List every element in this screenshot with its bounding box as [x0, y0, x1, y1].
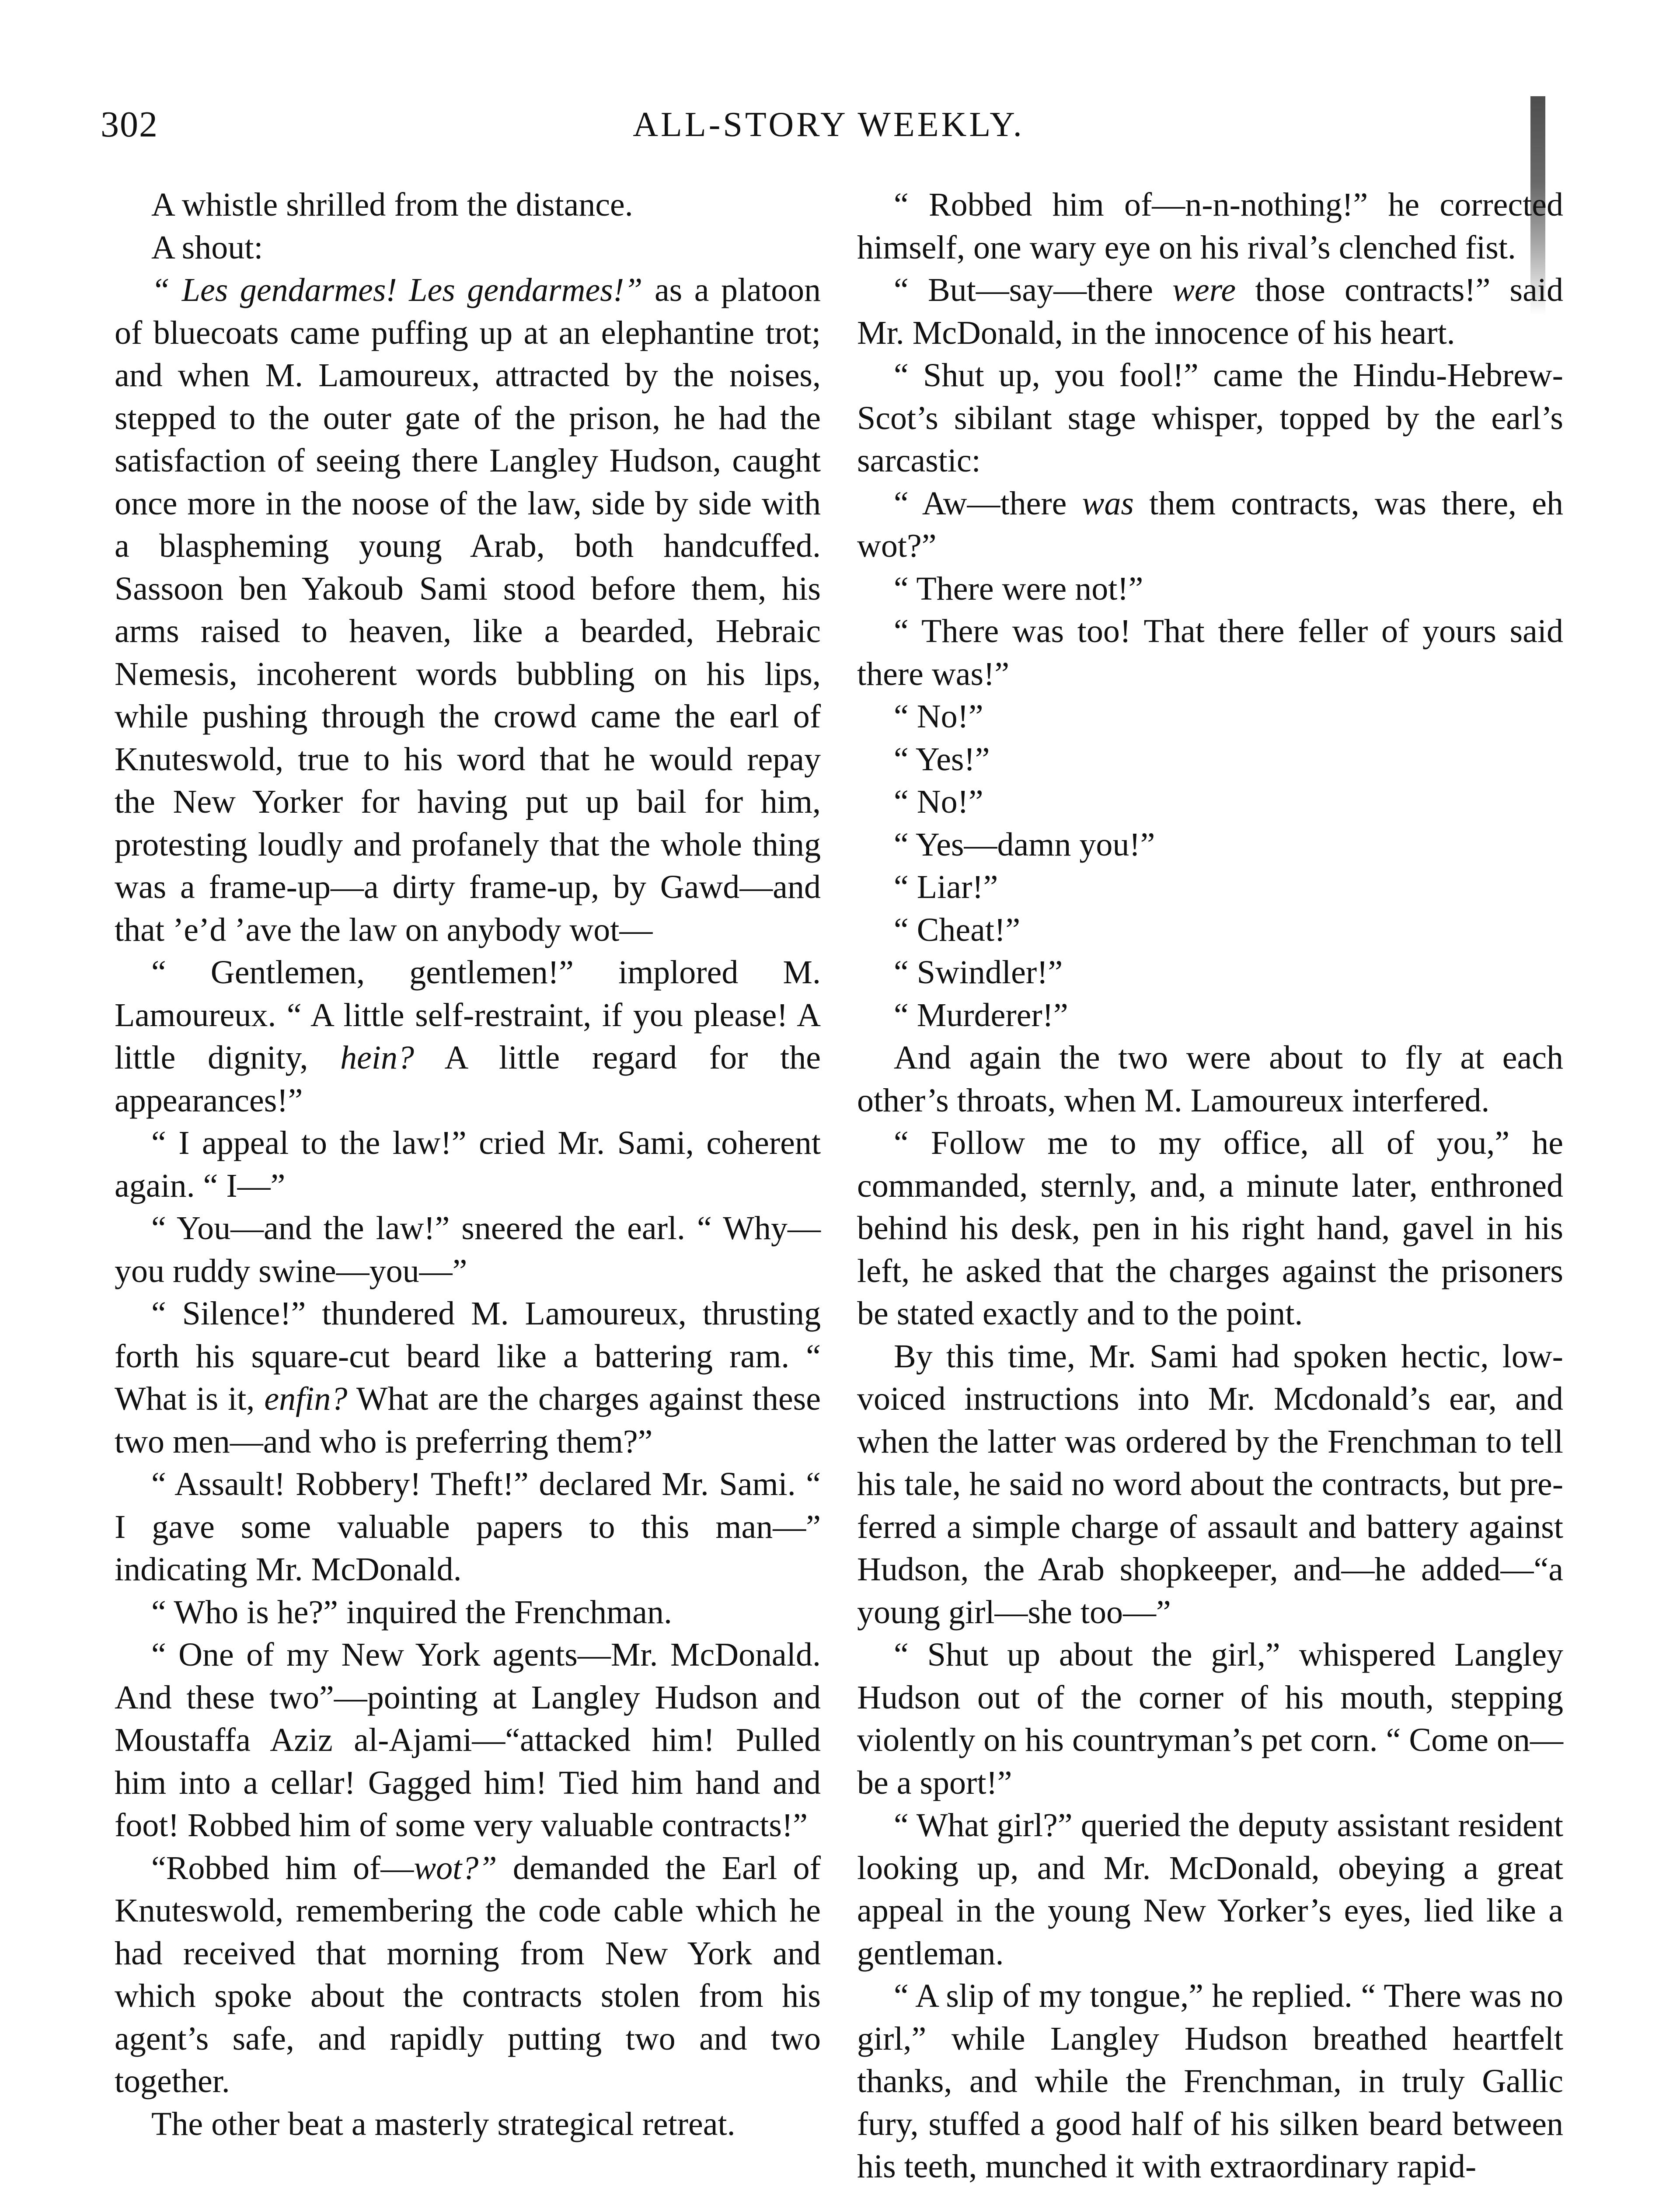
paragraph: “ No!”	[894, 698, 983, 735]
running-head: ALL-STORY WEEKLY.	[633, 105, 1025, 144]
paragraph	[857, 482, 1563, 568]
italic-text: was	[1082, 485, 1134, 522]
paragraph	[115, 1847, 821, 2103]
paragraph	[115, 1293, 821, 1463]
paragraph: “ Liar!”	[894, 869, 998, 905]
text-run: What are the charges against these two men—and who is preferring them?”	[115, 1380, 821, 1460]
paragraph: “ Shut up about the girl,” whispered Langley Hudson out of the corner of his mouth, stepping violently on his countryman’s pet corn. “ Come on—be a sport!”	[857, 1636, 1563, 1801]
text-run: as a platoon of bluecoats came puffing up at an elephantine trot; and when M. Lamoureux, attracted by the noises, stepped to the outer gate of the prison, he had the satisfaction of seeing there Langley Hudson, caught once more in the noose of the law, side by side with a blaspheming young Arab, both handcuffed. Sassoon ben Yakoub Sami stood before them, his arms raised to heaven, like a bearded, Hebraic Nemesis, incoherent words bubbling on his lips, while pushing through the crowd came the earl of Knuteswold, true to his word that he would repay the New Yorker for having put up bail for him, protesting loudly and profanely that the whole thing was a frame-up—a dirty frame-up, by Gawd—and that ’e’d ’ave the law on anybody wot—	[115, 272, 821, 948]
paragraph: “ What girl?” queried the deputy assistant resident looking up, and Mr. McDonald, obeying a great appeal in the young New Yorker’s eyes, lied like a gentleman.	[857, 1807, 1563, 1972]
text-run: “ Aw—there	[894, 485, 1082, 522]
italic-text: enfin?	[264, 1380, 348, 1417]
paragraph: “ Assault! Robbery! Theft!” declared Mr. Sami. “ I gave some valuable papers to this man—” indicating Mr. McDonald.	[115, 1466, 821, 1588]
paragraph: A shout:	[151, 229, 263, 266]
italic-text: were	[1172, 272, 1236, 308]
paragraph: “ A slip of my tongue,” he replied. “ There was no girl,” while Langley Hudson breathed heartfelt thanks, and while the Frenchman, in truly Gallic fury, stuffed a good half of his silken beard between his teeth, munched it with extraordinary rapid-	[857, 1977, 1563, 2185]
paragraph: “ Follow me to my office, all of you,” he commanded, sternly, and, a minute later, enthroned behind his desk, pen in his right hand, gavel in his left, he asked that the charges against the prisoners be stated exactly and to the point.	[857, 1125, 1563, 1332]
right-column	[857, 184, 1563, 2187]
paragraph: By this time, Mr. Sami had spoken hectic, low-voiced instructions into Mr. Mcdonald’s ear, and when the latter was ordered by the Frenchman to tell his tale, he said no word about the contracts, but preferred a simple charge of assault and battery against Hudson, the Arab shopkeeper, and—he added—“a young girl—she too—”	[857, 1338, 1563, 1631]
italic-text: “ Les gendarmes! Les gendarmes!”	[151, 272, 643, 308]
paragraph: And again the two were about to fly at each other’s throats, when M. Lamoureux interfered.	[857, 1039, 1563, 1119]
text-run: those contracts!” said Mr. McDonald, in the innocence of his heart.	[857, 272, 1563, 351]
paragraph: “ Cheat!”	[894, 911, 1021, 948]
paragraph: “ Who is he?” inquired the Frenchman.	[151, 1593, 672, 1631]
paragraph	[115, 951, 821, 1122]
paragraph: “ Shut up, you fool!” came the Hindu-Hebrew-Scot’s sibilant stage whisper, topped by the earl’s sarcastic:	[857, 357, 1563, 479]
page-header	[101, 101, 1557, 149]
paragraph: “ There was too! That there feller of yours said there was!”	[857, 613, 1563, 692]
text-run: them contracts, was there, eh wot?”	[857, 485, 1563, 564]
paragraph: “ I appeal to the law!” cried Mr. Sami, coherent again. “ I—”	[115, 1125, 821, 1204]
text-run: “ But—say—there	[894, 272, 1173, 308]
text-run: “Robbed him of—	[151, 1849, 414, 1887]
paragraph: “ Yes—damn you!”	[894, 826, 1155, 863]
paragraph: The other beat a masterly strategical retreat.	[151, 2105, 735, 2142]
paragraph	[115, 269, 821, 951]
paragraph	[857, 269, 1563, 354]
italic-text: hein?	[340, 1039, 415, 1076]
paragraph: “ Robbed him of—n-n-nothing!” he corrected himself, one wary eye on his rival’s clenched fist.	[857, 186, 1563, 266]
page-number: 302	[101, 104, 158, 145]
paragraph: “ Yes!”	[894, 741, 990, 778]
left-column	[115, 184, 821, 2145]
text-run: “ Silence!” thundered M. Lamoureux, thrusting forth his square-cut beard like a battering ram. “ What is it,	[115, 1295, 821, 1417]
text-run: “ Gentlemen, gentlemen!” implored M. Lamoureux. “ A little self-restraint, if you please! A little dignity,	[115, 954, 821, 1076]
paragraph: “ Swindler!”	[894, 954, 1063, 991]
italic-text: wot?”	[414, 1849, 497, 1887]
text-run: demanded the Earl of Knuteswold, remembering the code cable which he had received that morning from New York and which spoke about the contracts stolen from his agent’s safe, and rapidly putting two and two together.	[115, 1849, 821, 2100]
paragraph: “ There were not!”	[894, 570, 1143, 607]
paragraph: “ Murderer!”	[894, 996, 1068, 1034]
paragraph: “ One of my New York agents—Mr. McDonald. And these two”—pointing at Langley Hudson and Moustaffa Aziz al-Ajami—“attacked him! Pulled him into a cellar! Gagged him! Tied him hand and foot! Robbed him of some very valuable contracts!”	[115, 1636, 821, 1844]
paragraph: “ You—and the law!” sneered the earl. “ Why—you ruddy swine—you—”	[115, 1210, 821, 1289]
paragraph: “ No!”	[894, 783, 983, 820]
paragraph: A whistle shrilled from the distance.	[151, 186, 633, 223]
text-run: A little regard for the appearances!”	[115, 1039, 821, 1119]
